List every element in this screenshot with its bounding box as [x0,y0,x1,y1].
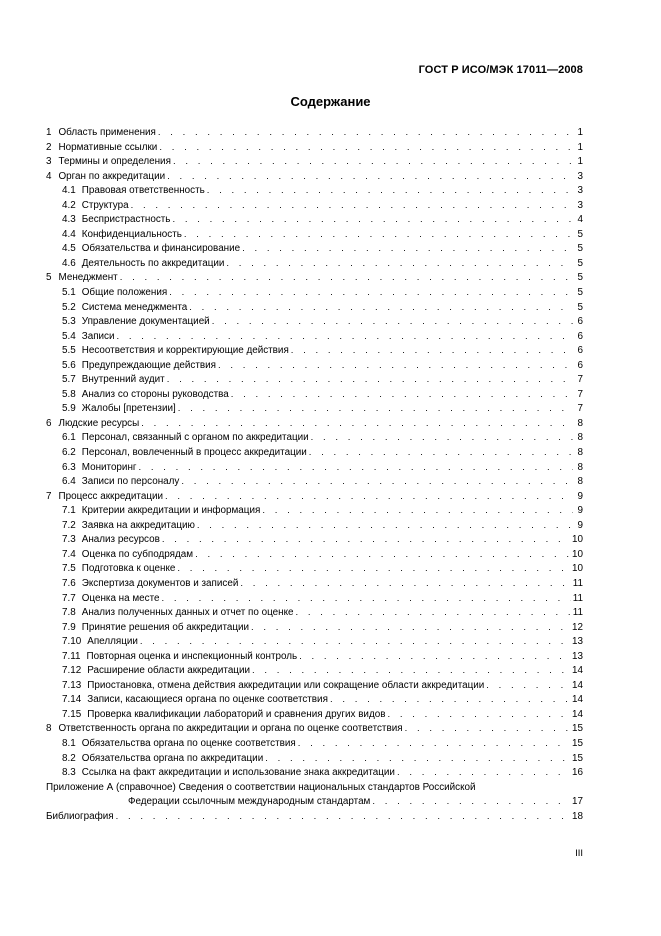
toc-entry[interactable] [46,315,583,330]
dot-leader [116,810,570,825]
toc-entry-label: Экспертиза документов и записей [81,577,239,589]
toc-entry-label: Правовая ответственность [81,185,205,197]
toc-entry-label: Анализ полученных данных и отчет по оценке [81,607,294,619]
toc-entry-label: Проверка квалификации лабораторий и сравнения других видов [87,708,386,720]
toc-entry-page: 17 [572,796,583,808]
dot-leader [131,199,573,214]
toc-entry-label: Жалобы [претензии] [81,403,176,415]
toc-entry-page: 14 [572,665,583,677]
dot-leader [181,475,573,490]
dot-leader [141,417,573,432]
toc-entry[interactable] [46,533,583,548]
toc-entry-label: Область применения [58,127,156,138]
toc-entry-label: Термины и определения [58,156,171,168]
dot-leader [251,621,570,636]
toc-entry-number: 7.9 [62,621,76,633]
toc-entry-number: 7.13 [62,679,82,691]
toc-entry-number: 7.15 [62,708,82,720]
dot-leader [309,446,573,461]
toc-entry[interactable] [46,402,583,417]
toc-entry-page: 7 [577,403,583,415]
dot-leader [169,286,573,301]
toc-entry-label: Ссылка на факт аккредитации и использование знака аккредитации [81,767,395,779]
toc-entry[interactable] [46,766,583,781]
toc-entry-number: 7.1 [62,505,76,517]
toc-entry-page: 15 [572,723,583,735]
toc-entry-number: 5.7 [62,374,76,386]
toc-entry-page: 14 [572,694,583,706]
toc-entry-number: 6.4 [62,476,76,488]
dot-leader [311,431,573,446]
dot-leader [189,301,573,316]
dot-leader [165,490,573,505]
toc-entry-label: Подготовка к оценке [81,563,176,575]
toc-entry-number: 5.5 [62,345,76,357]
toc-entry[interactable] [46,519,583,534]
dot-leader [162,533,570,548]
toc-entry[interactable] [46,621,583,636]
toc-entry-page: 11 [572,577,583,589]
dot-leader [291,344,573,359]
toc-entry[interactable] [46,431,583,446]
dot-leader [207,184,573,199]
toc-entry-label: Процесс аккредитации [58,490,164,502]
dot-leader [159,141,573,156]
toc-entry-label: Критерии аккредитации и информация [81,505,261,517]
toc-entry-page: 5 [577,287,583,299]
dot-leader [296,606,571,621]
toc-entry-label: Предупреждающие действия [81,359,217,371]
toc-entry[interactable] [46,257,583,272]
toc-entry[interactable] [46,737,583,752]
toc-entry-page: 9 [577,505,583,517]
page-number: III [575,848,583,859]
toc-entry-number: 6 [46,417,52,429]
toc-entry-number: 7.5 [62,563,76,575]
dot-leader [405,722,570,737]
toc-entry[interactable] [46,461,583,476]
toc-entry-page: 5 [577,272,583,284]
toc-entry-page: 7 [577,374,583,386]
toc-entry-number: 1 [46,127,52,138]
toc-entry-page: 8 [577,476,583,488]
toc-entry-page: 6 [577,345,583,357]
dot-leader [167,373,573,388]
toc-entry-page: 11 [572,592,583,604]
toc-entry-label: Приостановка, отмена действия аккредитации или сокращение области аккредитации [87,679,485,691]
toc-entry-number: 7 [46,490,52,502]
toc-entry[interactable] [46,213,583,228]
toc-entry-page: 13 [572,636,583,648]
toc-entry-label: Орган по аккредитации [58,170,166,182]
toc-entry-page: 8 [577,461,583,473]
toc-entry-label: Структура [81,199,129,211]
dot-leader [140,635,570,650]
toc-entry-number: 6.1 [62,432,76,444]
toc-entry-number: 8.2 [62,752,76,764]
toc-annex-line1[interactable]: Приложение А (справочное) Сведения о соответствии национальных стандартов Российской [46,781,476,793]
toc-entry-number: 3 [46,156,52,168]
toc-entry-number: 7.3 [62,534,76,546]
dot-leader [252,664,570,679]
toc-entry-number: 5.2 [62,301,76,313]
dot-leader [173,155,573,170]
toc-entry-page: 1 [577,141,583,153]
toc-entry-page: 5 [577,301,583,313]
toc-entry-label: Расширение области аккредитации [87,665,250,677]
toc-entry[interactable] [46,184,583,199]
toc-entry[interactable] [46,664,583,679]
toc-entry[interactable] [46,126,583,141]
toc-entry-label: Апелляции [87,636,138,648]
dot-leader [299,650,570,665]
toc-entry-label: Конфиденциальность [81,228,182,240]
toc-entry-label: Система менеджмента [81,301,188,313]
toc-entry-number: 4.1 [62,185,76,197]
toc-entry-number: 4.6 [62,257,76,269]
toc-entry-page: 9 [577,490,583,502]
toc-entry[interactable] [46,301,583,316]
toc-entry-number: 7.14 [62,694,82,706]
toc-entry[interactable] [46,490,583,505]
toc-entry[interactable] [46,170,583,185]
toc-entry[interactable] [46,141,583,156]
toc-entry-page: 13 [572,650,583,662]
toc-entry-label: Оценка на месте [81,592,160,604]
toc-entry[interactable] [46,679,583,694]
toc-entry-page: 18 [572,810,583,822]
toc-entry[interactable] [46,388,583,403]
toc-entry-page: 12 [572,621,583,633]
toc-entry[interactable] [46,228,583,243]
toc-entry-label: Общие положения [81,287,168,299]
toc-entry-label: Библиография [46,810,114,822]
toc-entry-page: 10 [572,548,583,560]
toc-entry-label: Записи по персоналу [81,476,180,488]
toc-entry-number: 4.5 [62,243,76,255]
dot-leader [158,126,573,141]
toc-entry-page: 3 [577,185,583,197]
toc-entry-page: 7 [577,388,583,400]
toc-entry[interactable] [46,271,583,286]
toc-entry-number: 7.11 [62,650,81,662]
document-header: ГОСТ Р ИСО/МЭК 17011—2008 [418,64,583,76]
toc-entry[interactable] [46,708,583,723]
toc-entry-number: 5.9 [62,403,76,415]
dot-leader [117,330,573,345]
toc-entry-number: 7.12 [62,665,82,677]
toc-entry-page: 15 [572,752,583,764]
toc-entry-label: Заявка на аккредитацию [81,519,195,531]
toc-entry[interactable] [46,592,583,607]
toc-entry[interactable] [46,562,583,577]
dot-leader [330,693,570,708]
toc-entry-label: Принятие решения об аккредитации [81,621,250,633]
toc-entry-label: Оценка по субподрядам [81,548,194,560]
toc-entry-page: 10 [572,563,583,575]
toc-entry-page: 8 [577,432,583,444]
toc-entry[interactable] [46,548,583,563]
toc-entry-number: 7.2 [62,519,76,531]
dot-leader [197,519,573,534]
toc-entry-page: 9 [577,519,583,531]
toc-entry-label: Персонал, связанный с органом по аккредитации [81,432,309,444]
toc-entry-label: Повторная оценка и инспекционный контроль [86,650,298,662]
table-of-contents [46,126,583,824]
toc-entry-page: 3 [577,170,583,182]
toc-entry-label: Обязательства органа по аккредитации [81,752,264,764]
toc-entry-page: 14 [572,679,583,691]
toc-entry-label: Обязательства органа по оценке соответствия [81,737,296,749]
dot-leader [242,242,573,257]
toc-entry-number: 6.3 [62,461,76,473]
toc-entry[interactable] [46,606,583,621]
toc-entry[interactable] [46,330,583,345]
dot-leader [177,562,570,577]
toc-entry-number: 5.6 [62,359,76,371]
dot-leader [195,548,570,563]
dot-leader [184,228,573,243]
toc-entry-page: 10 [572,534,583,546]
toc-entry[interactable] [46,373,583,388]
toc-entry-page: 5 [577,243,583,255]
toc-entry-number: 8 [46,723,52,735]
toc-entry-number: 7.8 [62,607,76,619]
toc-entry-number: 4.3 [62,214,76,226]
toc-bibliography[interactable] [46,810,583,825]
toc-entry[interactable] [46,344,583,359]
toc-entry[interactable] [46,475,583,490]
toc-entry-number: 8.3 [62,767,76,779]
dot-leader [265,752,570,767]
toc-entry[interactable] [46,693,583,708]
toc-entry-label: Анализ ресурсов [81,534,160,546]
toc-entry-label: Нормативные ссылки [58,141,158,153]
dot-leader [139,461,573,476]
toc-entry-number: 6.2 [62,447,76,459]
toc-entry-number: 5.1 [62,287,76,299]
toc-entry-page: 8 [577,417,583,429]
toc-entry-number: 5.3 [62,316,76,328]
toc-entry-label: Обязательства и финансирование [81,243,241,255]
toc-entry[interactable] [46,504,583,519]
toc-entry-number: 7.10 [62,636,82,648]
toc-entry-number: 4.2 [62,199,76,211]
toc-entry-page: 14 [572,708,583,720]
toc-entry[interactable] [46,752,583,767]
toc-entry[interactable] [46,155,583,170]
dot-leader [178,402,573,417]
toc-entry[interactable] [46,650,583,665]
toc-entry-label: Мониторинг [81,461,137,473]
toc-entry-page: 11 [572,607,583,619]
toc-entry-label: Менеджмент [58,272,118,284]
dot-leader [231,388,573,403]
toc-entry[interactable] [46,286,583,301]
toc-entry-number: 5.4 [62,330,76,342]
toc-entry-page: 1 [577,127,583,138]
toc-entry-page: 6 [577,316,583,328]
toc-entry-page: 5 [577,228,583,240]
toc-entry-label: Персонал, вовлеченный в процесс аккредитации [81,447,307,459]
toc-title: Содержание [290,94,371,109]
dot-leader [240,577,570,592]
dot-leader [298,737,570,752]
toc-entry-page: 3 [577,199,583,211]
toc-entry-label: Ответственность органа по аккредитации и органа по оценке соответствия [58,723,403,735]
toc-entry-label: Записи [81,330,115,342]
toc-entry[interactable] [46,359,583,374]
toc-entry-label: Беспристрастность [81,214,171,226]
toc-entry-label: Несоответствия и корректирующие действия [81,345,289,357]
toc-entry-number: 4 [46,170,52,182]
toc-entry-label: Записи, касающиеся органа по оценке соответствия [87,694,328,706]
dot-leader [397,766,570,781]
dot-leader [167,170,573,185]
toc-entry-page: 8 [577,447,583,459]
toc-entry-page: 5 [577,257,583,269]
toc-entry-number: 7.4 [62,548,76,560]
dot-leader [218,359,573,374]
toc-entry[interactable] [46,446,583,461]
toc-entry-number: 5.8 [62,388,76,400]
toc-entry-number: 7.6 [62,577,76,589]
toc-entry-number: 4.4 [62,228,76,240]
toc-annex-line2[interactable] [46,795,583,810]
dot-leader [172,213,573,228]
dot-leader [120,271,573,286]
toc-entry[interactable] [46,199,583,214]
toc-entry-label: Анализ со стороны руководства [81,388,229,400]
dot-leader [226,257,573,272]
toc-entry-page: 1 [577,156,583,168]
toc-entry-page: 15 [572,737,583,749]
dot-leader [162,592,571,607]
toc-entry-label: Людские ресурсы [58,417,140,429]
dot-leader [387,708,570,723]
toc-entry-page: 6 [577,330,583,342]
toc-entry-number: 8.1 [62,737,76,749]
toc-entry-label: Федерации ссылочным международным стандартам [128,796,371,808]
dot-leader [486,679,570,694]
toc-entry-page: 16 [572,767,583,779]
toc-entry-page: 6 [577,359,583,371]
dot-leader [372,795,570,810]
toc-entry[interactable] [46,722,583,737]
toc-entry-label: Управление документацией [81,316,210,328]
dot-leader [212,315,573,330]
toc-entry-label: Деятельность по аккредитации [81,257,225,269]
toc-entry[interactable] [46,417,583,432]
dot-leader [262,504,573,519]
toc-entry-number: 5 [46,272,52,284]
toc-entry[interactable] [46,635,583,650]
toc-entry-number: 7.7 [62,592,76,604]
toc-entry[interactable] [46,242,583,257]
toc-entry-page: 4 [577,214,583,226]
toc-entry-label: Внутренний аудит [81,374,165,386]
toc-entry[interactable] [46,577,583,592]
toc-entry-number: 2 [46,141,52,153]
